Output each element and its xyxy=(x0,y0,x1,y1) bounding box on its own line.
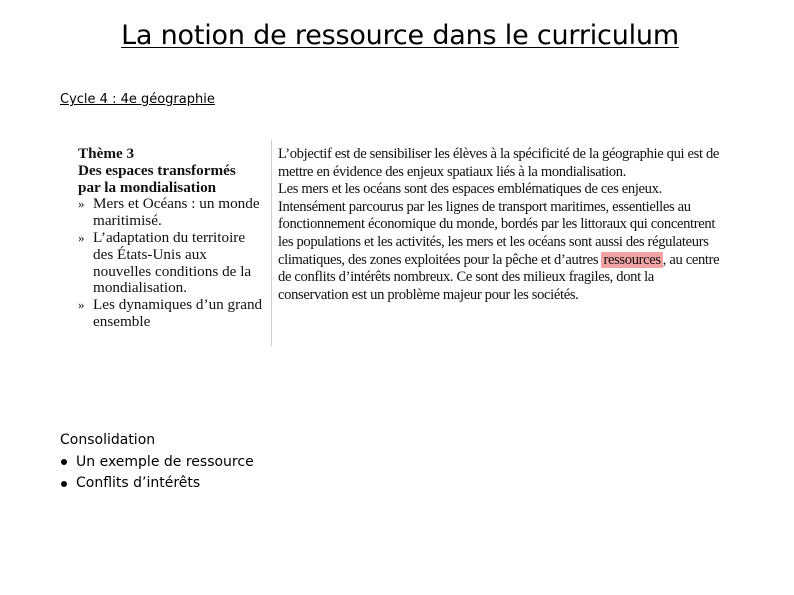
theme-label: Thème 3 xyxy=(78,145,135,162)
objective-paragraph-2 xyxy=(278,181,722,304)
objective-text xyxy=(278,146,722,304)
highlighted-word: ressources xyxy=(603,251,661,268)
objective-paragraph-1: L’objectif est de sensibiliser les élèves à la spécificité de la géographie qui est de mettre en évidence des enjeux spatiaux liés à la mondialisation. xyxy=(278,146,720,180)
list-marker: » xyxy=(78,229,85,245)
consolidation-heading: Consolidation xyxy=(60,432,156,448)
bullet-icon xyxy=(61,481,67,487)
curriculum-excerpt xyxy=(72,140,722,346)
column-divider xyxy=(271,140,272,346)
consolidation-section xyxy=(60,430,254,495)
list-marker: » xyxy=(78,196,85,212)
theme-list-item-text: Mers et Océans : un monde maritimisé. xyxy=(93,195,260,230)
slide-subtitle: Cycle 4 : 4e géographie xyxy=(60,92,215,107)
theme-list xyxy=(78,196,268,330)
theme-column xyxy=(78,146,268,331)
consolidation-item xyxy=(60,473,254,495)
slide-title: La notion de ressource dans le curriculum xyxy=(121,20,679,51)
theme-list-item xyxy=(78,297,268,331)
consolidation-list xyxy=(60,452,254,495)
paragraph-2-text-before: Les mers et les océans sont des espaces emblématiques de ces enjeux. Intensément parcourus par les lignes de transport maritimes, essentielles au fonctionnement économique du monde, bordés par les littoraux qui concentrent les populations et les activités, les mers et les océans sont aussi des régulateurs climatiques, des zones exploitées pour la pêche et d’autres xyxy=(278,181,716,268)
theme-list-item-text: L’adaptation du territoire des États-Unis aux nouvelles conditions de la mondialisation. xyxy=(93,228,252,297)
paragraph-2-text-after: , au centre de conflits d’intérêts nombreux. Ce sont des milieux fragiles, dont la conservation est un problème majeur pour les sociétés. xyxy=(278,251,720,303)
theme-list-item xyxy=(78,196,268,230)
theme-list-item-text: Les dynamiques d’un grand ensemble xyxy=(93,296,263,330)
consolidation-item-text: Conflits d’intérêts xyxy=(76,475,201,491)
theme-title-line1: Des espaces transformés xyxy=(78,161,236,179)
bullet-icon xyxy=(61,459,67,465)
list-marker: » xyxy=(78,297,85,313)
theme-list-item xyxy=(78,230,268,297)
consolidation-item xyxy=(60,452,254,474)
theme-title-line2: par la mondialisation xyxy=(78,178,217,196)
consolidation-item-text: Un exemple de ressource xyxy=(76,453,254,470)
